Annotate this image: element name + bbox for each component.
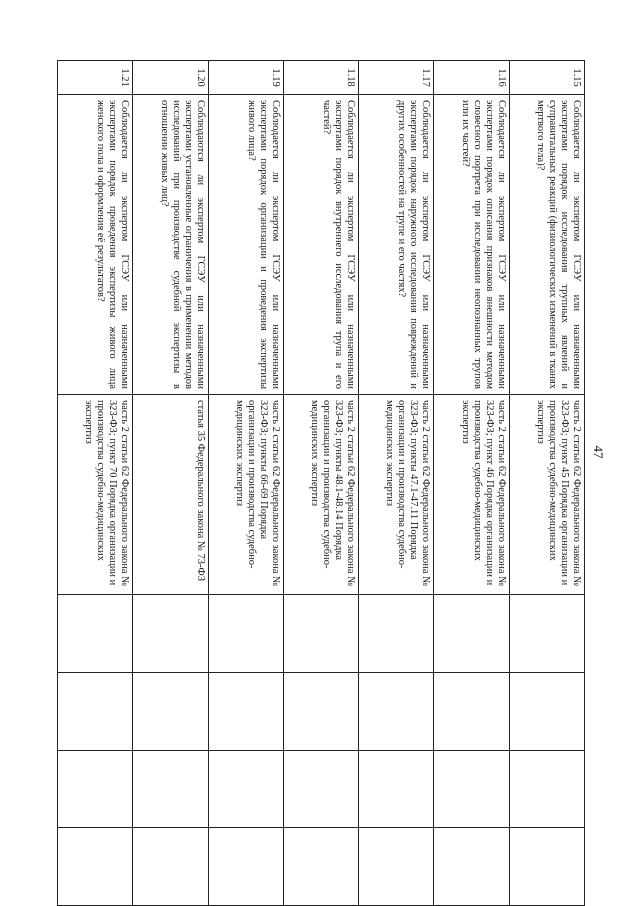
table-row [58,61,133,906]
row-legal-basis: часть 2 статьи 62 Федерального закона № 323-ФЗ; пункты 48.1-48.14 Порядка организации и производства судебно-медицинских экспертиз [283,395,358,595]
answer-cell [283,595,358,673]
table-row [434,61,509,906]
answer-cell [133,595,208,673]
row-legal-basis: часть 2 статьи 62 Федерального закона № 323-ФЗ; пункты 66-69 Порядка организации и производства судебно-медицинских экспертиз [208,395,283,595]
answer-cell [434,672,509,750]
answer-cell [58,750,133,828]
answer-cell [359,595,434,673]
answer-cell [58,595,133,673]
table-row [509,61,584,906]
row-legal-basis: часть 2 статьи 62 Федерального закона № 323-ФЗ; пункт 70 Порядка организации и производства судебно-медицинских экспертиз [58,395,133,595]
answer-cell [133,672,208,750]
checklist-table-container [57,60,585,905]
answer-cell [509,750,584,828]
answer-cell [133,750,208,828]
answer-cell [133,828,208,906]
row-question: Соблюдается ли экспертом ГСЭУ или назначенными экспертами порядок проведения экспертизы живого лица женского пола и оформления её результатов? [58,95,133,395]
row-question: Соблюдается ли экспертом ГСЭУ или назначенными экспертами порядок внутреннего исследования трупа и его частей? [283,95,358,395]
row-legal-basis: часть 2 статьи 62 Федерального закона № 323-ФЗ; пункты 47.1-47.11 Порядка организации и производства судебно-медицинских экспертиз [359,395,434,595]
answer-cell [58,828,133,906]
checklist-table [57,60,585,906]
table-row [359,61,434,906]
answer-cell [434,595,509,673]
table-row [208,61,283,906]
row-number: 1.18 [283,61,358,95]
checklist-body [58,61,585,906]
row-question: Соблюдается ли экспертом ГСЭУ или назначенными экспертами порядок описания признаков внешности методом словесного портрета при исследовании неопознанных трупов или их частей? [434,95,509,395]
answer-cell [359,750,434,828]
answer-cell [208,595,283,673]
row-legal-basis: статья 35 Федерального закона № 73-ФЗ [133,395,208,595]
row-question: Соблюдается ли экспертом ГСЭУ или назначенными экспертами порядок организации и проведения экспертизы живого лица? [208,95,283,395]
row-number: 1.17 [359,61,434,95]
answer-cell [434,750,509,828]
table-row [283,61,358,906]
row-question: Соблюдаются ли экспертом ГСЭУ или назначенными экспертами установленные ограничения в применении методов исследований при производстве судебной экспертизы в отношении живых лиц? [133,95,208,395]
answer-cell [434,828,509,906]
answer-cell [58,672,133,750]
row-question: Соблюдается ли экспертом ГСЭУ или назначенными экспертами порядок наружного исследования повреждений и других особенностей на трупе и его частях? [359,95,434,395]
answer-cell [283,828,358,906]
answer-cell [509,828,584,906]
answer-cell [208,672,283,750]
row-number: 1.16 [434,61,509,95]
page-number: 47 [591,445,606,459]
row-number: 1.15 [509,61,584,95]
answer-cell [283,750,358,828]
table-row [133,61,208,906]
row-legal-basis: часть 2 статьи 62 Федерального закона № 323-ФЗ; пункт 45 Порядка организации и производства судебно-медицинских экспертиз [509,395,584,595]
row-question: Соблюдается ли экспертом ГСЭУ или назначенными экспертами порядок исследования трупных явлений и суправитальных реакций (физиологических изменений в тканях мертвого тела)? [509,95,584,395]
answer-cell [509,595,584,673]
answer-cell [208,828,283,906]
row-number: 1.19 [208,61,283,95]
answer-cell [359,672,434,750]
answer-cell [283,672,358,750]
answer-cell [359,828,434,906]
answer-cell [208,750,283,828]
row-number: 1.21 [58,61,133,95]
answer-cell [509,672,584,750]
row-number: 1.20 [133,61,208,95]
row-legal-basis: часть 2 статьи 62 Федерального закона № 323-ФЗ; пункт 46 Порядка организации и производства судебно-медицинских экспертиз [434,395,509,595]
